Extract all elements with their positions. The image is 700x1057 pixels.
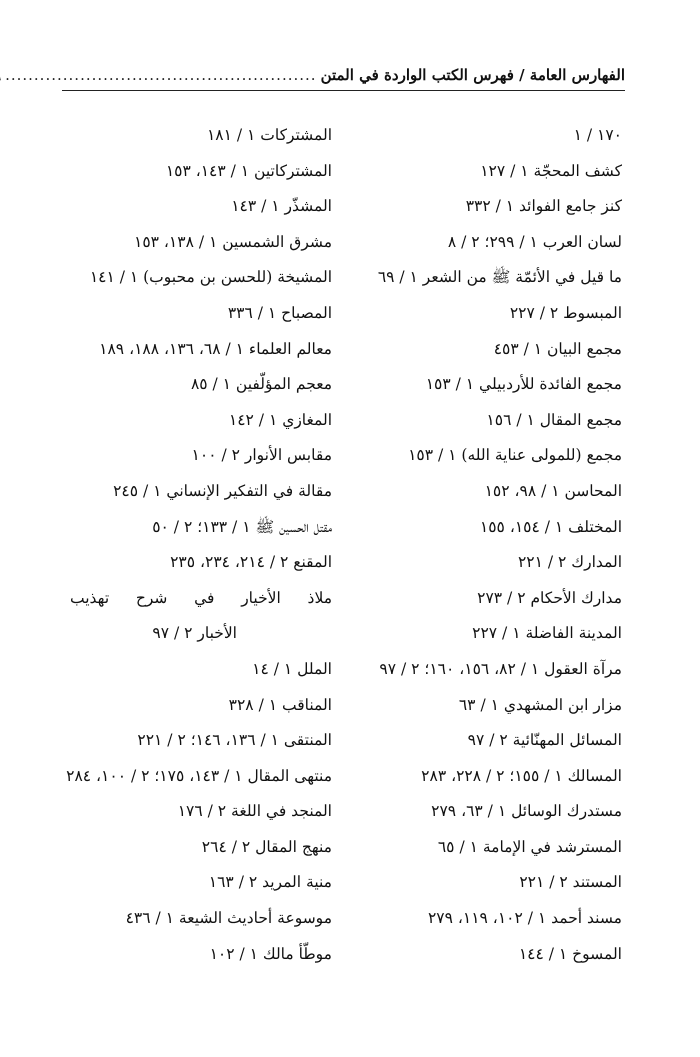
- index-entry: المدارك ٢ / ٢٢١: [517, 553, 622, 572]
- index-entry: المحاسن ١ / ٩٨، ١٥٢: [484, 481, 622, 500]
- index-entry: الملل ١ / ١٤: [252, 659, 332, 678]
- index-entry: المصباح ١ / ٣٣٦: [227, 303, 332, 322]
- index-entry: مرآة العقول ١ / ٨٢، ١٥٦، ١٦٠؛ ٢ / ٩٧: [379, 659, 622, 678]
- index-column-right: [360, 118, 622, 972]
- index-entry: المقنع ٢ / ٢١٤، ٢٣٤، ٢٣٥: [170, 553, 332, 572]
- index-entry: المسترشد في الإمامة ١ / ٦٥: [437, 837, 622, 856]
- index-entry: المناقب ١ / ٣٢٨: [228, 695, 332, 714]
- index-entry: منهج المقال ٢ / ٢٦٤: [201, 837, 332, 856]
- index-entry: المسوخ ١ / ١٤٤: [518, 944, 622, 963]
- index-entry: مشرق الشمسين ١ / ١٣٨، ١٥٣: [134, 232, 332, 251]
- index-entry: المسالك ١ / ١٥٥؛ ٢ / ٢٢٨، ٢٨٣: [421, 766, 622, 785]
- index-entry: المشيخة (للحسن بن محبوب) ١ / ١٤١: [89, 268, 332, 287]
- index-column-left: [66, 118, 332, 972]
- index-entry: المنجد في اللغة ٢ / ١٧٦: [177, 802, 332, 821]
- index-entry: منتهى المقال ١ / ١٤٣، ١٧٥؛ ٢ / ١٠٠، ٢٨٤: [66, 766, 332, 785]
- index-entry: مدارك الأحكام ٢ / ٢٧٣: [477, 588, 622, 607]
- index-entry: مجمع البيان ١ / ٤٥٣: [493, 339, 622, 358]
- index-entry: معجم المؤلّفين ١ / ٨٥: [190, 375, 332, 394]
- index-entry: مقتل الحسين ﷺ ١ / ١٣٣؛ ٢ / ٥٠: [152, 517, 332, 536]
- index-entry: كنز جامع الفوائد ١ / ٣٣٢: [465, 197, 622, 216]
- index-entry: المشتركاتين ١ / ١٤٣، ١٥٣: [165, 161, 332, 180]
- index-entry: مجمع الفائدة للأردبيلي ١ / ١٥٣: [425, 375, 622, 394]
- index-entry: منية المريد ٢ / ١٦٣: [208, 873, 332, 892]
- page-header: [5, 58, 625, 91]
- header-title: الفهارس العامة / فهرس الكتب الواردة في المتن: [320, 66, 625, 84]
- index-entry: المدينة الفاضلة ١ / ٢٢٧: [472, 624, 622, 643]
- index-entry: موسوعة أحاديث الشيعة ١ / ٤٣٦: [125, 909, 332, 928]
- header-leader-dots: ......................................................: [5, 66, 317, 84]
- index-entry-continuation: الأخبار ٢ / ٩٧: [152, 624, 237, 643]
- page-number: [0, 66, 1, 84]
- index-entry: المختلف ١ / ١٥٤، ١٥٥: [479, 517, 622, 536]
- index-entry: المشذّر ١ / ١٤٣: [231, 197, 332, 216]
- index-entry: المسائل المهنّائية ٢ / ٩٧: [467, 731, 622, 750]
- index-entry: المبسوط ٢ / ٢٢٧: [509, 303, 622, 322]
- index-entry: مقالة في التفكير الإنساني ١ / ٢٤٥: [113, 481, 332, 500]
- index-entry: مستدرك الوسائل ١ / ٦٣، ٢٧٩: [431, 802, 622, 821]
- index-entry: موطّأ مالك ١ / ١٠٢: [209, 944, 332, 963]
- index-entry: مسند أحمد ١ / ١٠٢، ١١٩، ٢٧٩: [427, 909, 622, 928]
- index-entry: ما قيل في الأئمّة ﷺ من الشعر ١ / ٦٩: [377, 268, 622, 287]
- index-entry: مجمع (للمولى عناية الله) ١ / ١٥٣: [408, 446, 622, 465]
- index-entry: كشف المحجّة ١ / ١٢٧: [480, 161, 622, 180]
- index-entry-wrapped: ملاذ الأخيار في شرح تهذيب: [70, 588, 332, 607]
- index-entry: لسان العرب ١ / ٢٩٩؛ ٢ / ٨: [447, 232, 622, 251]
- index-entry: مجمع المقال ١ / ١٥٦: [486, 410, 622, 429]
- index-entry: معالم العلماء ١ / ٦٨، ١٣٦، ١٨٨، ١٨٩: [99, 339, 332, 358]
- index-entry: مزار ابن المشهدي ١ / ٦٣: [458, 695, 622, 714]
- index-entry: المستند ٢ / ٢٢١: [519, 873, 622, 892]
- index-entry: المشتركات ١ / ١٨١: [206, 126, 332, 144]
- index-entry: ١٧٠ / ١: [573, 126, 622, 144]
- index-entry: مقابس الأنوار ٢ / ١٠٠: [191, 446, 332, 465]
- index-entry: المنتقى ١ / ١٣٦، ١٤٦؛ ٢ / ٢٢١: [137, 731, 332, 750]
- index-entry: المغازي ١ / ١٤٢: [228, 410, 332, 429]
